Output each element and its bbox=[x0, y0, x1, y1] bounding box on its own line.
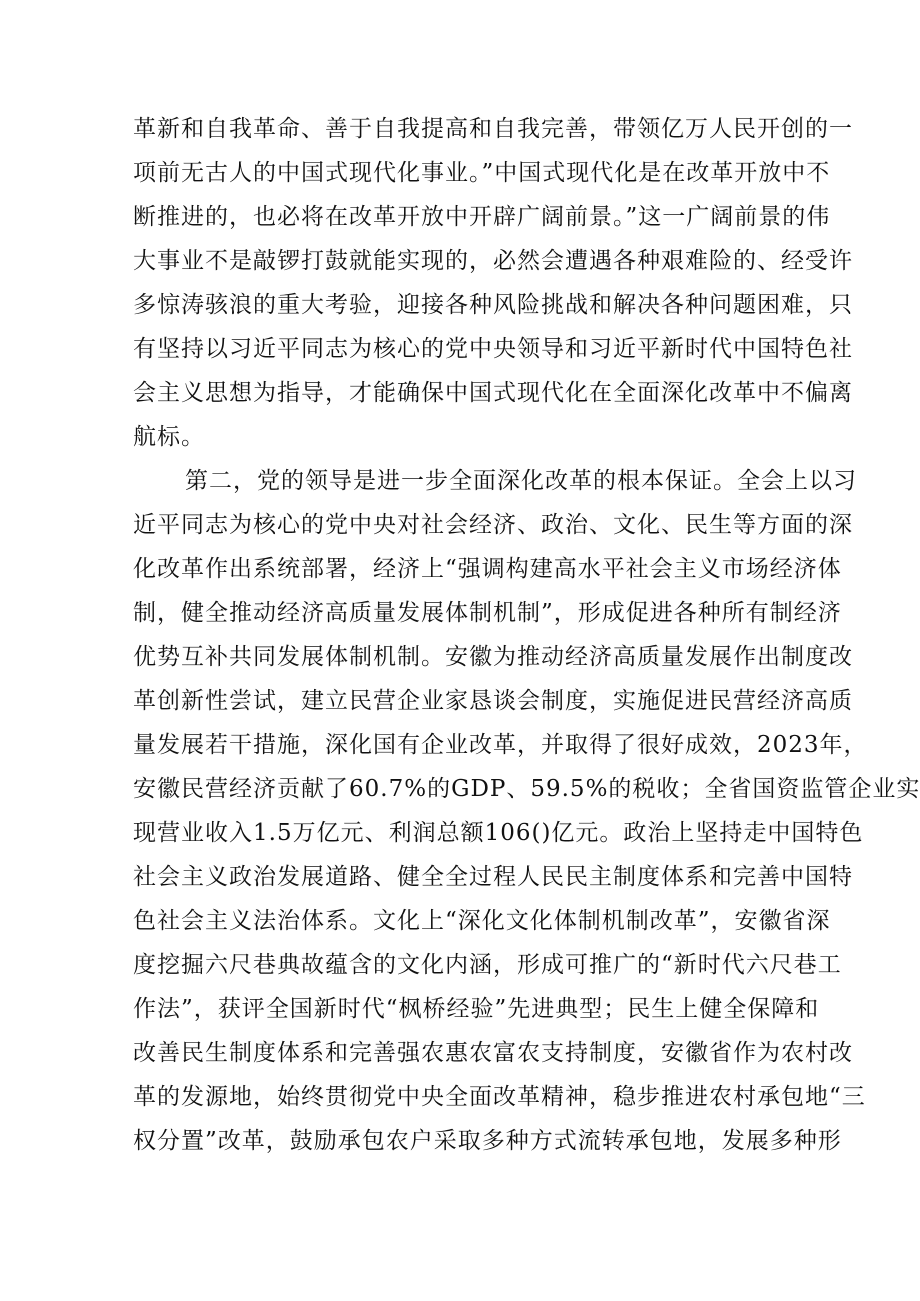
text-line: 革的发源地，始终贯彻党中央全面改革精神，稳步推进农村承包地“三 bbox=[133, 1084, 866, 1110]
body-text bbox=[133, 107, 920, 1163]
text-line: 第二，党的领导是进一步全面深化改革的根本保证。全会上以习 bbox=[185, 468, 857, 494]
text-line: 改善民生制度体系和完善强农惠农富农支持制度，安徽省作为农村改 bbox=[133, 1040, 853, 1066]
text-line: 会主义思想为指导，才能确保中国式现代化在全面深化改革中不偏离 bbox=[133, 380, 853, 406]
paragraph-2 bbox=[133, 459, 920, 1163]
paragraph-1 bbox=[133, 107, 853, 459]
text-line: 大事业不是敲锣打鼓就能实现的，必然会遭遇各种艰难险的、经受许 bbox=[133, 248, 853, 274]
text-line: 断推进的，也必将在改革开放中开辟广阔前景。”这一广阔前景的伟 bbox=[133, 204, 831, 230]
text-line: 航标。 bbox=[133, 424, 205, 450]
text-line: 革创新性尝试，建立民营企业家恳谈会制度，实施促进民营经济高质 bbox=[133, 688, 853, 714]
text-line: 项前无古人的中国式现代化事业。”中国式现代化是在改革开放中不 bbox=[133, 160, 831, 186]
text-line: 化改革作出系统部署，经济上“强调构建高水平社会主义市场经济体 bbox=[133, 556, 842, 582]
text-line: 多惊涛骇浪的重大考验，迎接各种风险挑战和解决各种问题困难，只 bbox=[133, 292, 853, 318]
text-line: 近平同志为核心的党中央对社会经济、政治、文化、民生等方面的深 bbox=[133, 512, 853, 538]
text-line: 安徽民营经济贡献了60.7%的GDP、59.5%的税收；全省国资监管企业实 bbox=[133, 776, 920, 802]
text-line: 社会主义政治发展道路、健全全过程人民民主制度体系和完善中国特 bbox=[133, 864, 853, 890]
text-line: 制，健全推动经济高质量发展体制机制”，形成促进各种所有制经济 bbox=[133, 600, 842, 626]
text-line: 优势互补共同发展体制机制。安徽为推动经济高质量发展作出制度改 bbox=[133, 644, 853, 670]
text-line: 权分置”改革，鼓励承包农户采取多种方式流转承包地，发展多种形 bbox=[133, 1128, 842, 1154]
text-line: 量发展若干措施，深化国有企业改革，并取得了很好成效，2023年， bbox=[133, 732, 868, 758]
text-line: 度挖掘六尺巷典故蕴含的文化内涵，形成可推广的“新时代六尺巷工 bbox=[133, 952, 842, 978]
text-line: 革新和自我革命、善于自我提高和自我完善，带领亿万人民开创的一 bbox=[133, 116, 853, 142]
text-line: 有坚持以习近平同志为核心的党中央领导和习近平新时代中国特色社 bbox=[133, 336, 853, 362]
text-line: 现营业收入1.5万亿元、利润总额106()亿元。政治上坚持走中国特色 bbox=[133, 820, 864, 846]
text-line: 作法”，获评全国新时代“枫桥经验”先进典型；民生上健全保障和 bbox=[133, 996, 820, 1022]
text-line: 色社会主义法治体系。文化上“深化文化体制机制改革”，安徽省深 bbox=[133, 908, 831, 934]
